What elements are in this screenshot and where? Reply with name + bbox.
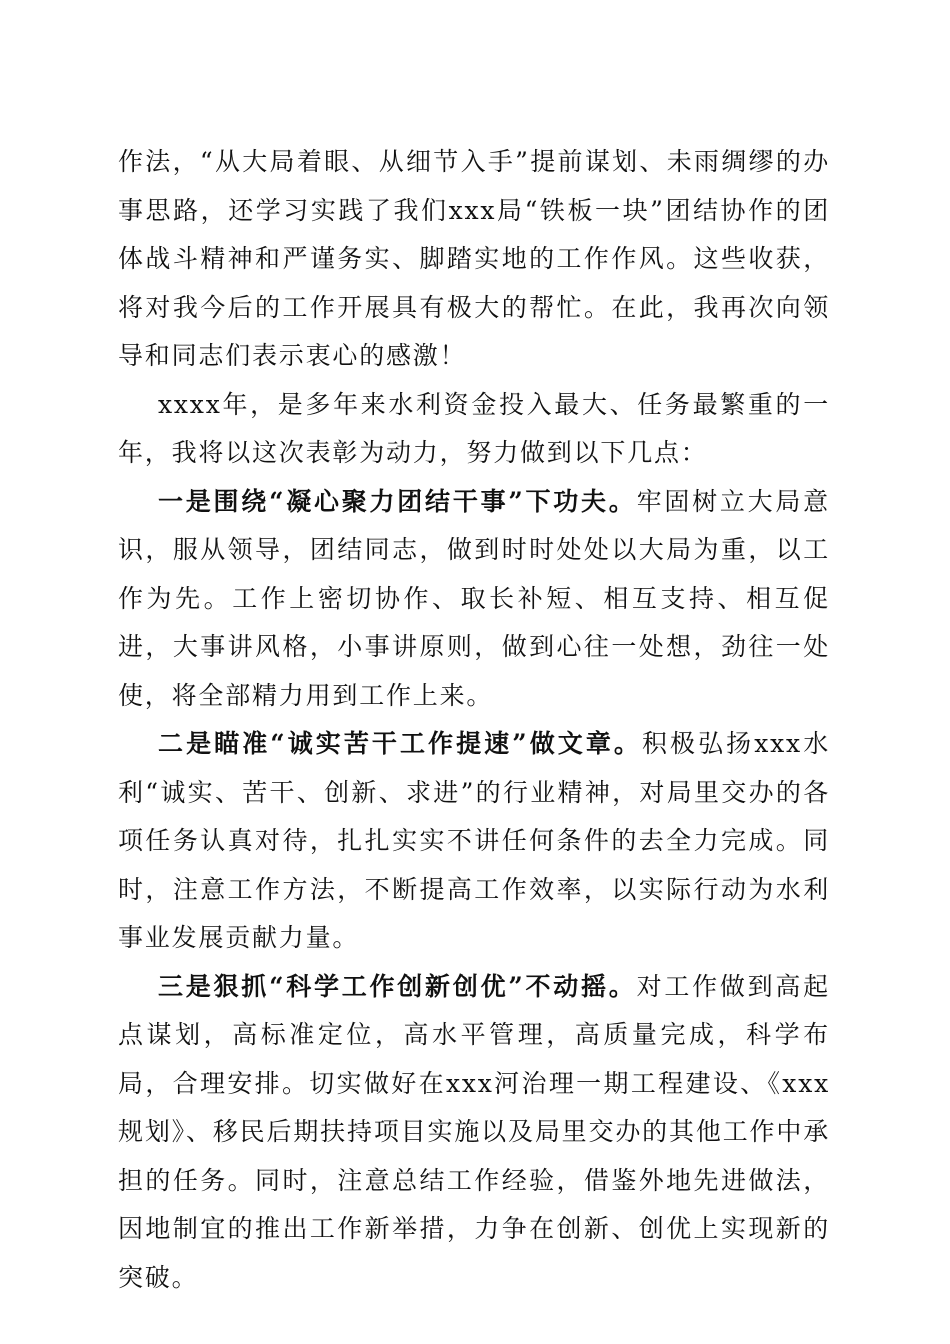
paragraph-3	[118, 478, 830, 721]
paragraph-4-lead: 二是瞄准“诚实苦干工作提速”做文章。	[158, 729, 642, 758]
paragraph-3-text: 牢固树立大局意识，服从领导，团结同志，做到时时处处以大局为重，以工作为先。工作上密切协作、取长补短、相互支持、相互促进，大事讲风格，小事讲原则，做到心往一处想，劲往一处使，将全部精力用到工作上来。	[118, 486, 830, 710]
paragraph-2	[118, 381, 830, 478]
document-body	[118, 138, 830, 1302]
paragraph-1	[118, 138, 830, 381]
paragraph-1-text: 作法，“从大局着眼、从细节入手”提前谋划、未雨绸缪的办事思路，还学习实践了我们xxx局“铁板一块”团结协作的团体战斗精神和严谨务实、脚踏实地的工作作风。这些收获，将对我今后的工作开展具有极大的帮忙。在此，我再次向领导和同志们表示衷心的感激！	[118, 147, 830, 370]
paragraph-5	[118, 963, 830, 1303]
paragraph-5-text: 对工作做到高起点谋划，高标准定位，高水平管理，高质量完成，科学布局，合理安排。切实做好在xxx河治理一期工程建设、《xxx规划》、移民后期扶持项目实施以及局里交办的其他工作中承担的任务。同时，注意总结工作经验，借鉴外地先进做法，因地制宜的推出工作新举措，力争在创新、创优上实现新的突破。	[118, 971, 830, 1292]
paragraph-4	[118, 720, 830, 963]
paragraph-3-lead: 一是围绕“凝心聚力团结干事”下功夫。	[158, 486, 637, 516]
paragraph-2-text: xxxx年，是多年来水利资金投入最大、任务最繁重的一年，我将以这次表彰为动力，努力做到以下几点：	[118, 389, 830, 467]
paragraph-4-text: 积极弘扬xxx水利“诚实、苦干、创新、求进”的行业精神，对局里交办的各项任务认真对待，扎扎实实不讲任何条件的去全力完成。同时，注意工作方法，不断提高工作效率，以实际行动为水利事业发展贡献力量。	[118, 729, 830, 952]
paragraph-5-lead: 三是狠抓“科学工作创新创优”不动摇。	[158, 971, 637, 1001]
